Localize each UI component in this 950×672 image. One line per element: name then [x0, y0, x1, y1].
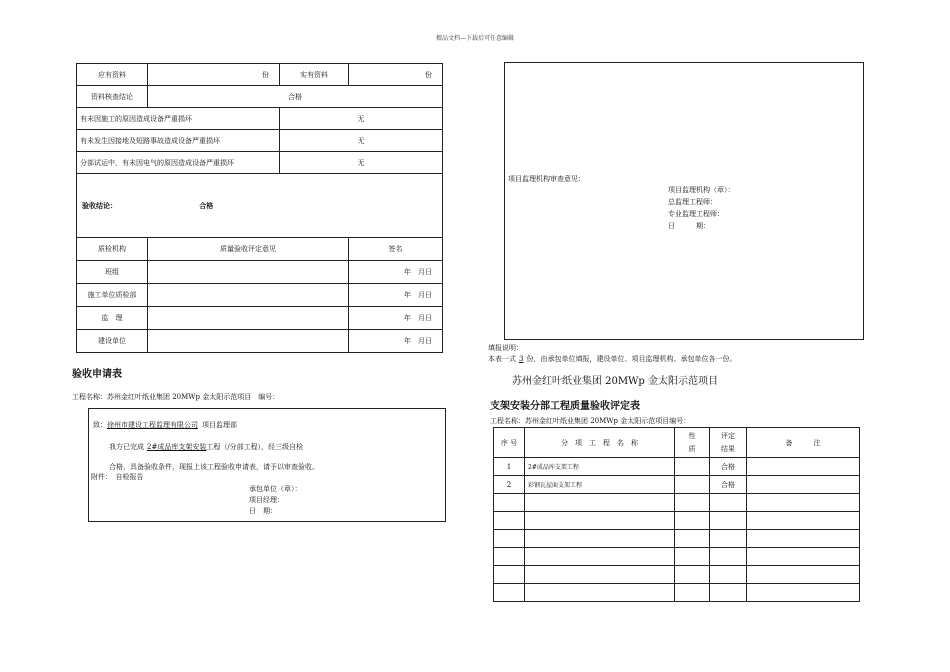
- supervision-date: 日 期：: [668, 222, 710, 230]
- cell-nature: [675, 476, 710, 494]
- cell-unit: 份: [349, 64, 443, 86]
- cell-header: 质量验收评定意见: [148, 238, 349, 261]
- table-row: [77, 108, 443, 130]
- cell-value: 无: [280, 130, 443, 152]
- header-nature-1: 性: [688, 431, 696, 440]
- application-project-line: 工程名称：苏州金红叶纸业集团 20MWp 金太阳示范项目 编号：: [72, 393, 280, 401]
- table-row: [494, 530, 860, 548]
- to-prefix: 致：: [93, 421, 107, 429]
- application-box: [88, 408, 446, 522]
- application-date: 日 期：: [249, 507, 277, 515]
- to-name: 徐州市建设工程监理有限公司: [107, 421, 198, 429]
- header-result: [710, 428, 747, 458]
- cell-result: [710, 566, 747, 584]
- table-row: [77, 330, 443, 353]
- cell-remark: [747, 566, 860, 584]
- table-row: [77, 238, 443, 261]
- fill-note-a: 本表一式: [488, 355, 516, 363]
- cell-value: 无: [280, 108, 443, 130]
- right-project-title: 苏州金红叶纸业集团 20MWp 金太阳示范项目: [512, 376, 719, 387]
- cell-date: 年 月日: [349, 261, 443, 284]
- supervision-box: [504, 62, 864, 340]
- table-row: [494, 566, 860, 584]
- application-title: 验收申请表: [72, 369, 122, 380]
- cell-no: [494, 584, 525, 602]
- cell-nature: [675, 494, 710, 512]
- fill-note-line: [488, 354, 736, 364]
- header-result-1: 评定: [721, 431, 735, 440]
- table-row: [77, 86, 443, 108]
- table-row: [77, 261, 443, 284]
- application-contractor: 承包单位（章）：: [249, 485, 302, 493]
- to-suffix: 项目监理部: [202, 421, 237, 429]
- cell-date: 年 月日: [349, 284, 443, 307]
- cell-org: 建设单位: [77, 330, 148, 353]
- cell-opinion: [148, 284, 349, 307]
- supervision-chief: 总监理工程师：: [668, 198, 717, 206]
- header-nature-2: 质: [688, 444, 696, 453]
- cell-value: 合格: [148, 86, 443, 108]
- cell-label: 有未因施工的原因造成设备严重损坏: [77, 108, 280, 130]
- cell-name: [525, 566, 675, 584]
- header-remark: 备 注: [747, 428, 860, 458]
- table-row: [494, 494, 860, 512]
- cell-org: 班组: [77, 261, 148, 284]
- cell-org: 监 理: [77, 307, 148, 330]
- cell-name: 2#成品库支架工程: [525, 458, 675, 476]
- cell-nature: [675, 530, 710, 548]
- cell-result: 合格: [710, 476, 747, 494]
- cell-label: 资料核查结论: [77, 86, 148, 108]
- cell-remark: [747, 584, 860, 602]
- cell-remark: [747, 476, 860, 494]
- conclusion-value: 合格: [199, 200, 214, 210]
- fill-note-c: 份，由承包单位填报，建设单位、项目监理机构、承包单位各一份。: [526, 355, 737, 363]
- cell-result: [710, 548, 747, 566]
- cell-label: 有未发生因接地及短路事故造成设备严重损坏: [77, 130, 280, 152]
- cell-name: [525, 584, 675, 602]
- cell-org: 施工单位质检部: [77, 284, 148, 307]
- header-nature: [675, 428, 710, 458]
- cell-date: 年 月日: [349, 307, 443, 330]
- table-row: [77, 307, 443, 330]
- cell-no: [494, 566, 525, 584]
- table-row: [77, 64, 443, 86]
- cell-remark: [747, 530, 860, 548]
- cell-name: [525, 494, 675, 512]
- table-row: [494, 512, 860, 530]
- cell-label: 分部试运中，有未因电气的原因造成设备严重损坏: [77, 152, 280, 174]
- fill-note-title: 填报说明：: [488, 344, 523, 352]
- application-manager: 项目经理：: [249, 496, 284, 504]
- cell-result: 合格: [710, 458, 747, 476]
- table-row: [494, 548, 860, 566]
- cell-nature: [675, 566, 710, 584]
- cell-nature: [675, 548, 710, 566]
- cell-unit: 份: [148, 64, 280, 86]
- eval-title: 支架安装分部工程质量验收评定表: [490, 401, 640, 412]
- cell-no: [494, 530, 525, 548]
- table-row: [494, 584, 860, 602]
- table-row: [77, 130, 443, 152]
- supervision-org: 项目监理机构（章）：: [668, 186, 735, 194]
- cell-result: [710, 530, 747, 548]
- table-row: [77, 174, 443, 238]
- supervision-specialist: 专业监理工程师：: [668, 210, 724, 218]
- table-row: [77, 152, 443, 174]
- fill-note-b: 3: [519, 355, 524, 363]
- cell-no: 2: [494, 476, 525, 494]
- cell-opinion: [148, 307, 349, 330]
- cell-remark: [747, 512, 860, 530]
- cell-result: [710, 512, 747, 530]
- cell-result: [710, 494, 747, 512]
- cell-opinion: [148, 330, 349, 353]
- cell-nature: [675, 512, 710, 530]
- application-line1: [109, 442, 303, 452]
- line1-b: 2#成品库支架安装: [147, 443, 207, 451]
- conclusion-cell: [77, 174, 443, 238]
- cell-label: 实有资料: [280, 64, 349, 86]
- line1-a: 我方已完成: [109, 443, 144, 451]
- cell-nature: [675, 458, 710, 476]
- cell-no: [494, 548, 525, 566]
- cell-no: [494, 494, 525, 512]
- cell-no: 1: [494, 458, 525, 476]
- cell-remark: [747, 548, 860, 566]
- cell-name: [525, 530, 675, 548]
- application-to: [93, 420, 237, 430]
- header-note: 精品文档---下载后可任意编辑: [435, 35, 515, 42]
- cell-remark: [747, 458, 860, 476]
- conclusion-label: 验收结论：: [82, 200, 117, 210]
- cell-remark: [747, 494, 860, 512]
- cell-opinion: [148, 261, 349, 284]
- line1-c: 工程（/分部工程），经三级自检: [206, 443, 304, 451]
- eval-table: [493, 427, 860, 602]
- cell-header: 质检机构: [77, 238, 148, 261]
- cell-header: 签名: [349, 238, 443, 261]
- inspection-table: [76, 63, 443, 353]
- cell-nature: [675, 584, 710, 602]
- cell-name: [525, 512, 675, 530]
- cell-value: 无: [280, 152, 443, 174]
- header-result-2: 结果: [721, 444, 735, 453]
- application-attach: 附件： 自检报告: [91, 473, 144, 481]
- table-row: [494, 476, 860, 494]
- header-no: 序 号: [494, 428, 525, 458]
- cell-no: [494, 512, 525, 530]
- supervision-opinion: 项目监理机构审查意见：: [508, 175, 585, 183]
- cell-label: 应有资料: [77, 64, 148, 86]
- header-name: 分 项 工 程 名 称: [525, 428, 675, 458]
- table-row: [77, 284, 443, 307]
- application-line2: 合格，具备验收条件，现报上该工程验收申请表，请予以审查验收。: [109, 463, 319, 471]
- eval-project-line: 工程名称：苏州金红叶纸业集团 20MWp 金太阳示范项目编号：: [490, 417, 691, 425]
- cell-date: 年 月日: [349, 330, 443, 353]
- table-row: [494, 458, 860, 476]
- cell-name: [525, 548, 675, 566]
- cell-name: 彩钢瓦屋面支架工程: [525, 476, 675, 494]
- table-header-row: [494, 428, 860, 458]
- cell-result: [710, 584, 747, 602]
